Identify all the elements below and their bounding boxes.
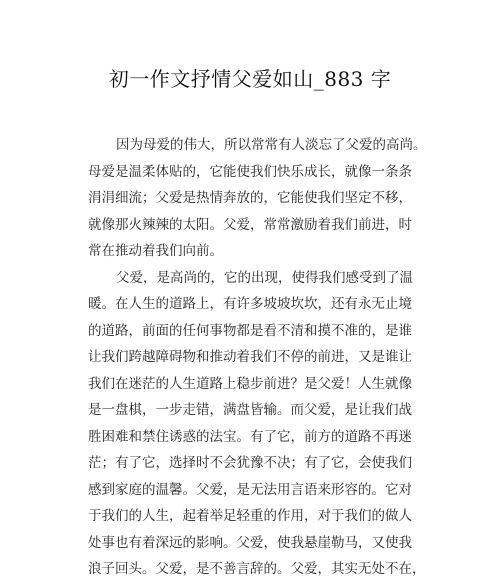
text-line: 常在推动着我们向前。	[88, 243, 223, 259]
text-line: 胜困难和禁住诱惑的法宝。有了它，前方的道路不再迷	[88, 428, 412, 445]
text-line: 于我们的人生，起着举足轻重的作用，对于我们的做人	[88, 508, 412, 524]
document-title: 初一作文抒情父爱如山_883 字	[108, 67, 392, 91]
text-line: 母爱是温柔体贴的，它能使我们快乐成长，就像一条条	[88, 163, 412, 180]
text-line: 就像那火辣辣的太阳。父爱，常常激励着我们前进，时	[88, 216, 412, 233]
text-line: 父爱，是高尚的，它的出现，使得我们感受到了温	[116, 269, 413, 286]
text-line: 暖。在人生的道路上，有许多坡坡坎坎，还有永无止境	[88, 296, 412, 312]
text-line: 感到家庭的温馨。父爱，是无法用言语来形容的。它对	[88, 481, 412, 498]
text-line: 因为母爱的伟大，所以常常有人淡忘了父爱的高尚。	[116, 137, 427, 153]
text-line: 我们在迷茫的人生道路上稳步前进？是父爱！人生就像	[88, 375, 412, 392]
text-line: 茫；有了它，选择时不会犹豫不决；有了它，会使我们	[88, 455, 412, 471]
text-line: 的道路，前面的任何事物都是看不清和摸不准的，是谁	[88, 322, 412, 339]
text-line: 是一盘棋，一步走错，满盘皆输。而父爱，是让我们战	[88, 402, 412, 418]
document-body	[88, 132, 428, 583]
text-line: 浪子回头。父爱，是不善言辞的。父爱，其实无处不在，	[88, 561, 426, 577]
text-line: 让我们跨越障碍物和推动着我们不停的前进，又是谁让	[88, 349, 412, 365]
text-line: 处事也有着深远的影响。父爱，使我悬崖勒马，又使我	[88, 534, 412, 551]
text-line: 涓涓细流；父爱是热情奔放的，它能使我们坚定不移，	[88, 190, 412, 206]
